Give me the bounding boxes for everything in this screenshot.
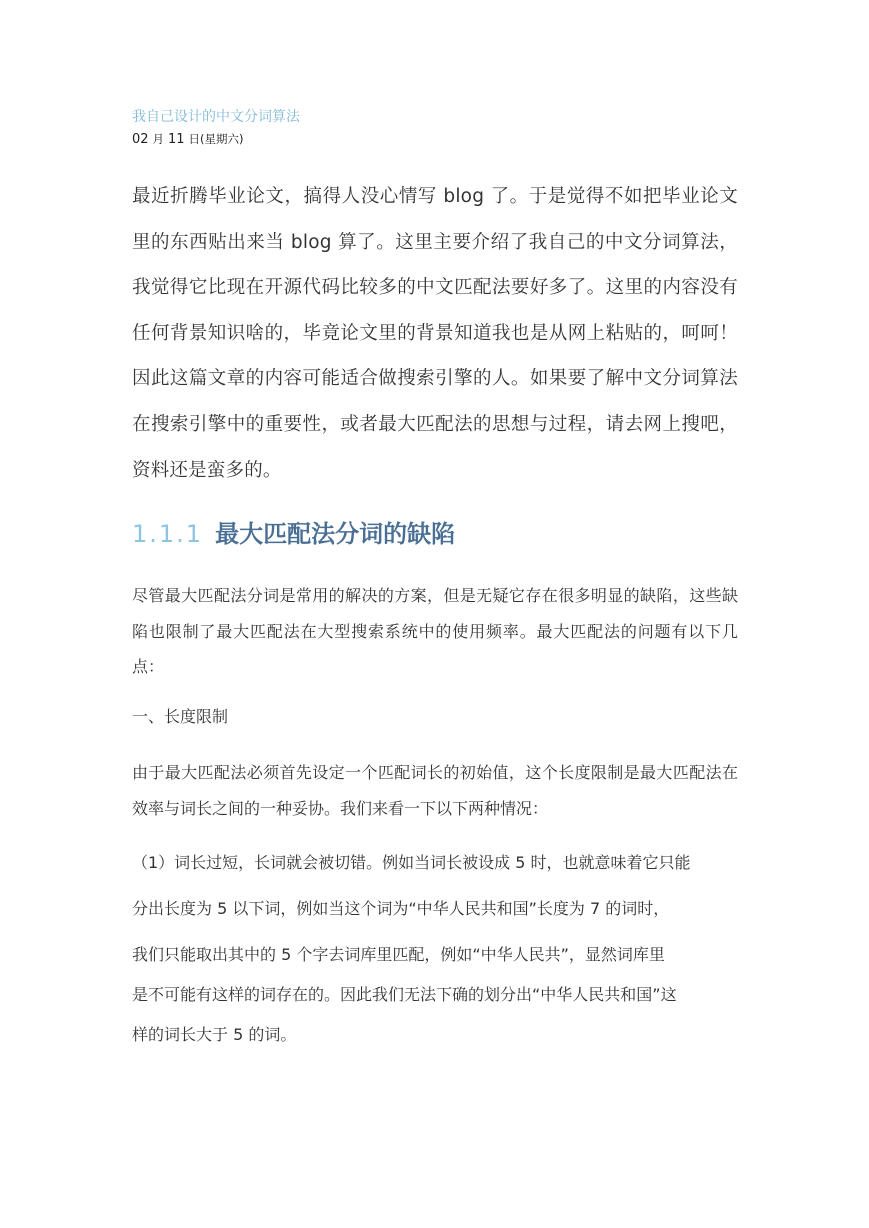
date-weekday: (星期六) [200, 132, 244, 146]
case1-line: （1）词长过短，长词就会被切错。例如当词长被设成 5 时，也就意味着它只能 [132, 853, 691, 872]
case1-line: 我们只能取出其中的 5 个字去词库里匹配，例如“中华人民共”，显然词库里 [132, 945, 665, 964]
post-title-link[interactable]: 我自己设计的中文分词算法 [132, 109, 300, 125]
case1-line: 是不可能有这样的词存在的。因此我们无法下确的划分出“中华人民共和国”这 [132, 985, 677, 1004]
date-day-unit: 日 [188, 132, 201, 146]
section-paragraph-1: 尽管最大匹配法分词是常用的解决的方案，但是无疑它存在很多明显的缺陷，这些缺陷也限制了最大匹配法在大型搜索系统中的使用频率。最大匹配法的问题有以下几点： [132, 586, 738, 676]
section-paragraph-2: 由于最大匹配法必须首先设定一个匹配词长的初始值，这个长度限制是最大匹配法在效率与词长之间的一种妥协。我们来看一下以下两种情况： [132, 763, 738, 818]
post-date [132, 131, 244, 147]
section-title: 最大匹配法分词的缺陷 [215, 520, 456, 548]
case1-line: 样的词长大于 5 的词。 [132, 1025, 297, 1044]
subheading-length-limit: 一、长度限制 [132, 707, 229, 726]
section-heading [132, 514, 455, 549]
case1-line: 分出长度为 5 以下词，例如当这个词为“中华人民共和国”长度为 7 的词时， [132, 899, 670, 918]
intro-paragraph: 最近折腾毕业论文，搞得人没心情写 blog 了。于是觉得不如把毕业论文里的东西贴出来当 blog 算了。这里主要介绍了我自己的中文分词算法，我觉得它比现在开源代码比较多的中文匹配法要好多了。这里的内容没有任何背景知识啥的，毕竟论文里的背景知道我也是从网上粘贴的，呵呵！因此这篇文章的内容可能适合做搜索引擎的人。如果要了解中文分词算法在搜索引擎中的重要性，或者最大匹配法的思想与过程，请去网上搜吧，资料还是蛮多的。 [132, 186, 738, 481]
date-month-unit: 月 [152, 132, 165, 146]
section-number: 1.1.1 [132, 520, 204, 548]
date-month: 02 [132, 132, 149, 147]
date-day: 11 [168, 132, 185, 147]
